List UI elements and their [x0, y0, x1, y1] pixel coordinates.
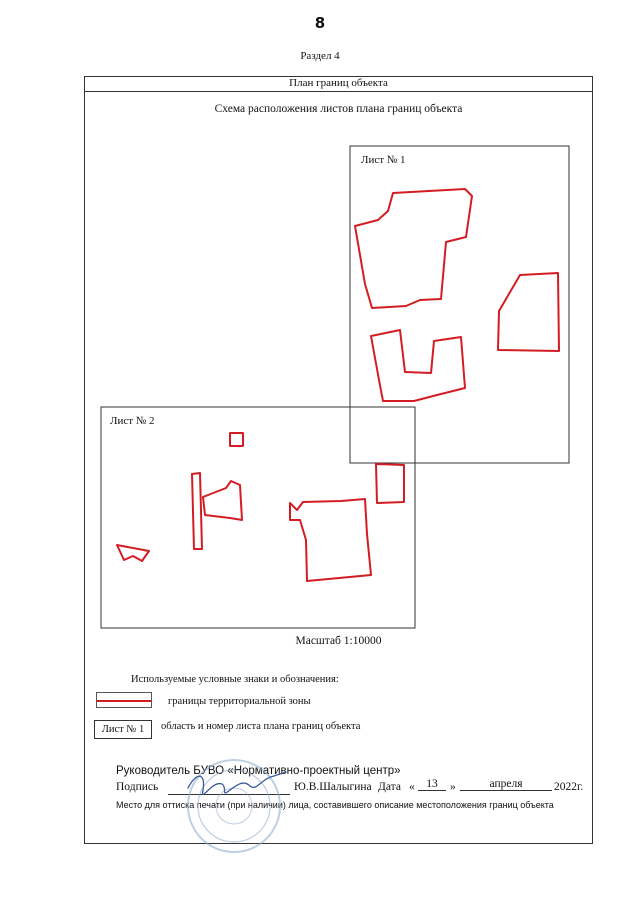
zone-boundary-3 [371, 330, 465, 401]
date-month: апреля [460, 778, 552, 791]
page-number: 8 [314, 14, 326, 32]
zone-boundary-7 [290, 499, 371, 581]
legend-zone-line [97, 700, 151, 702]
legend-sheet-box: Лист № 1 [94, 720, 152, 739]
zone-boundary-8 [376, 464, 404, 503]
scale-label: Масштаб 1:10000 [295, 635, 382, 647]
date-label: Дата [378, 781, 401, 793]
plan-frame-title: План границ объекта [84, 76, 593, 92]
zone-boundary-2 [498, 273, 559, 351]
sheet-2-area [101, 407, 415, 628]
stamp-note: Место для оттиска печати (при наличии) лица, составившего описание местоположения границ объекта [116, 800, 554, 810]
signature-label: Подпись [116, 781, 159, 793]
date-day: 13 [418, 778, 446, 791]
legend-sheet-box-text: область и номер листа плана границ объекта [161, 721, 361, 732]
date-quote-close: » [450, 781, 456, 793]
sheet-2-label: Лист № 2 [110, 415, 155, 427]
legend-zone-line-text: границы территориальной зоны [168, 696, 311, 707]
sheet-1-area [350, 146, 569, 463]
zone-boundary-4 [230, 433, 243, 446]
head-position-line: Руководитель БУВО «Нормативно-проектный центр» [116, 765, 401, 777]
date-year: 2022г. [554, 781, 584, 793]
section-title: Раздел 4 [300, 50, 340, 62]
legend-heading: Используемые условные знаки и обозначения: [131, 674, 339, 685]
zone-boundary-6 [203, 481, 242, 520]
scheme-title: Схема расположения листов плана границ объекта [214, 103, 463, 115]
signer-name: Ю.В.Шалыгина [294, 781, 372, 793]
zone-boundary-9 [117, 545, 149, 561]
sheet-1-label: Лист № 1 [361, 154, 406, 166]
signature-line [168, 781, 290, 795]
date-quote-open: « [409, 781, 415, 793]
zone-boundary-1 [355, 189, 472, 308]
zone-boundary-5 [192, 473, 202, 549]
